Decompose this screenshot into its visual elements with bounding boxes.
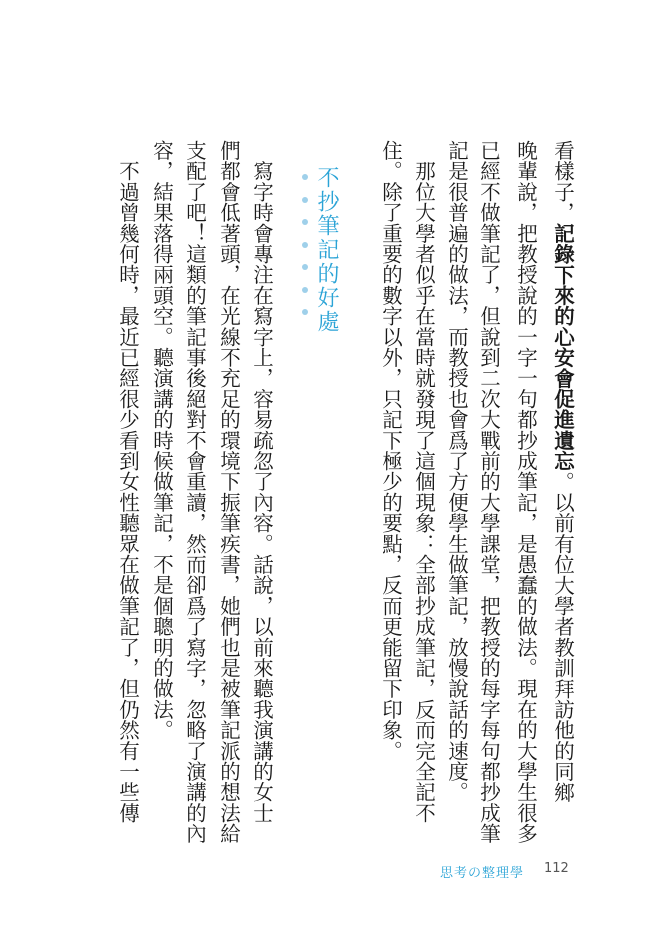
- dot-ornament: [302, 264, 308, 270]
- text-column: [117, 140, 138, 823]
- text-column: [446, 140, 467, 802]
- dot-ornament: [302, 197, 308, 203]
- text-run: 看樣子，: [550, 140, 575, 223]
- dot-ornament: [302, 174, 308, 180]
- text-column: [413, 140, 434, 823]
- text-run: 。以前有位大學者教訓拜訪他的同鄉: [550, 471, 575, 803]
- dot-ornament: [302, 309, 308, 315]
- text-run: 們都會低著頭，在光線不充足的環境下振筆疾書，她們也是被筆記派的想法給: [216, 140, 241, 844]
- dot-ornament: [302, 242, 308, 248]
- text-run: 已經不做筆記了，但說到二次大戰前的大學課堂，把教授的每字每句都抄成筆: [476, 140, 501, 844]
- heading-dots: [299, 174, 311, 332]
- text-run: 晚輩說，把教授說的一字一句都抄成筆記，是愚蠢的做法。現在的大學生很多: [513, 140, 538, 844]
- page-number: 112: [544, 861, 569, 876]
- text-run: 住。除了重要的數字以外，只記下極少的要點，反而更能留下印象。: [378, 140, 403, 761]
- text-run: 記是很普遍的做法，而教授也會爲了方便學生做筆記，放慢說話的速度。: [444, 140, 469, 803]
- text-column: [380, 140, 401, 761]
- text-run: 寫字時會專注在寫字上，容易疏忽了內容。話說，以前來聽我演講的女士: [249, 140, 274, 824]
- book-title: 思考の整理學: [440, 866, 525, 881]
- text-run: 那位大學者似乎在當時就發現了這個現象：全部抄成筆記，反而完全記不: [411, 140, 436, 824]
- dot-ornament: [302, 287, 308, 293]
- text-column: [251, 140, 272, 823]
- text-column: [218, 140, 239, 844]
- text-column: [184, 140, 205, 844]
- text-column: [515, 140, 536, 844]
- dot-ornament: [302, 219, 308, 225]
- text-run: 容，結果落得兩頭空。聽演講的時候做筆記，不是個聰明的做法。: [149, 140, 174, 741]
- text-run: 支配了吧！這類的筆記事後絕對不會重讀，然而卻爲了寫字，忽略了演講的內: [182, 140, 207, 844]
- text-run: 不過曾幾何時，最近已經很少看到女性聽眾在做筆記了，但仍然有一些傳: [115, 140, 140, 824]
- section-heading: 不抄筆記的好處: [314, 166, 339, 334]
- text-column: [151, 140, 172, 740]
- bold-phrase: 記錄下來的心安會促進遺忘: [550, 222, 575, 472]
- text-column: [478, 140, 499, 844]
- text-column: [552, 140, 573, 802]
